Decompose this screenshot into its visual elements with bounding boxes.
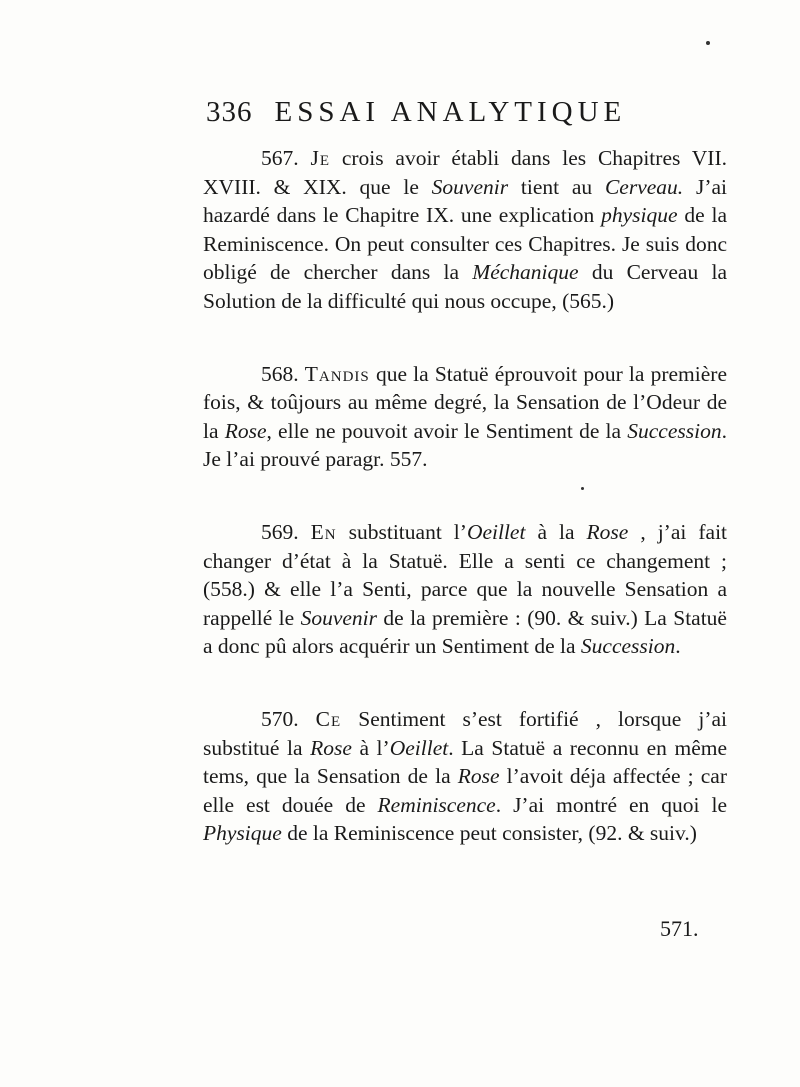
paragraph-number: 567. [261, 146, 299, 170]
paragraph-text: Sentiment s’est fortifié , lorsque j’ai substitué la Rose à l’Oeillet. La Statuë a reconnu en même tems, que la Sensation de la Rose l’avoit déja affectée ; car elle est douée de Reminiscence. J’ai montré en quoi le Physique de la Reminiscence peut consister, (92. & suiv.) [203, 706, 728, 846]
paragraph-number: 569. [261, 519, 299, 544]
paragraph-568 [203, 360, 727, 474]
paragraph-text: substituant l’Oeillet à la Rose , j’ai fait changer d’état à la Statuë. Elle a senti ce changement ; (558.) & elle l’a Senti, parce que la nouvelle Sensation a rappellé le Souvenir de la première : (90. & suiv.) La Statuë a donc pû alors acquérir un Sentiment de la Succession. [203, 519, 728, 659]
print-speck [706, 41, 710, 45]
paragraph-lead-word: Tandis [304, 361, 370, 386]
page-header [206, 96, 666, 129]
catchword: 571. [660, 916, 699, 941]
page-number: 336 [206, 96, 253, 128]
paragraph-number: 570. [261, 706, 299, 731]
paragraph-lead-word: En [310, 519, 337, 544]
paragraph-lead-word: Je [310, 146, 330, 170]
paragraph-text: crois avoir établi dans les Chapitres VII. XVIII. & XIX. que le Souvenir tient au Cerveau. J’ai hazardé dans le Chapitre IX. une explication physique de la Reminiscence. On peut consulter ces Chapitres. Je suis donc obligé de chercher dans la Méchanique du Cerveau la Solution de la difficulté qui nous occupe, (565.) [203, 146, 728, 313]
paragraph-569 [203, 518, 727, 661]
paragraph-570 [203, 705, 727, 848]
paragraph-text: que la Statuë éprouvoit pour la première fois, & toûjours au même degré, la Sensation de l’Odeur de la Rose, elle ne pouvoit avoir le Sentiment de la Succession. Je l’ai prouvé paragr. 557. [203, 361, 727, 472]
paragraph-number: 568. [261, 361, 299, 386]
paragraph-567 [203, 144, 727, 316]
print-speck [581, 487, 584, 490]
page-body [203, 144, 727, 892]
paragraph-lead-word: Ce [315, 706, 342, 731]
running-title: ESSAI ANALYTIQUE [274, 96, 627, 128]
